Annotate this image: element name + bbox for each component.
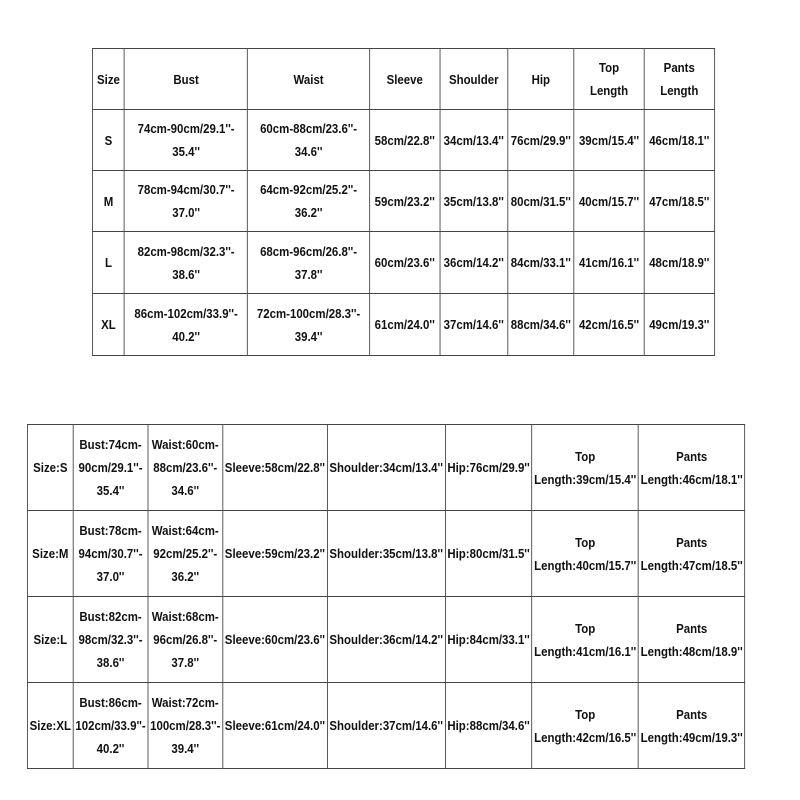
cell-waist-text: Waist:72cm-	[151, 695, 219, 710]
cell-sleeve	[223, 425, 328, 511]
cell-hip-text: Hip:88cm/34.6''	[447, 718, 530, 733]
cell-top-length	[532, 683, 638, 769]
cell-top-length-text: Length:41cm/16.1''	[534, 643, 637, 659]
header-sleeve	[369, 49, 440, 110]
cell-top-length	[532, 597, 638, 683]
cell-pants-length	[638, 683, 744, 769]
cell-bust-text: Bust:86cm-	[79, 695, 142, 710]
cell-bust	[124, 110, 247, 171]
cell-shoulder-text: Shoulder:35cm/13.8''	[329, 546, 443, 561]
cell-pants-length	[644, 294, 715, 356]
cell-pants-length-text: Length:46cm/18.1''	[640, 471, 743, 487]
table-row	[27, 511, 744, 597]
cell-top-length-text: Top	[575, 706, 596, 722]
cell-hip-text: Hip:84cm/33.1''	[447, 632, 530, 647]
cell-shoulder-text: 36cm/14.2''	[443, 255, 504, 270]
cell-waist-text: 39.4''	[171, 741, 200, 756]
cell-top-length-text: 42cm/16.5''	[578, 317, 640, 332]
header-size-text: Size	[97, 71, 120, 87]
cell-sleeve	[223, 597, 328, 683]
cell-shoulder	[440, 232, 507, 294]
cell-shoulder-text: 35cm/13.8''	[443, 193, 504, 209]
cell-size	[92, 110, 124, 171]
cell-pants-length-text: 48cm/18.9''	[649, 255, 710, 270]
cell-hip-text: 76cm/29.9''	[510, 132, 571, 148]
cell-bust-text: 90cm/29.1''-	[78, 460, 143, 475]
header-top-length-text: Top	[598, 60, 620, 75]
cell-shoulder	[440, 171, 507, 232]
cell-pants-length-text: Pants	[676, 448, 708, 464]
cell-sleeve	[369, 232, 440, 294]
cell-bust-text: 37.0''	[96, 569, 125, 584]
cell-waist	[148, 425, 223, 511]
header-hip-text: Hip	[531, 71, 551, 87]
cell-waist-text: 96cm/26.8''-	[153, 632, 218, 647]
cell-hip	[445, 425, 532, 511]
cell-bust	[124, 294, 247, 356]
cell-sleeve-text: 60cm/23.6''	[374, 255, 435, 270]
cell-pants-length-text: 46cm/18.1''	[649, 132, 710, 148]
cell-pants-length-text: Pants	[676, 620, 708, 636]
cell-pants-length-text: Pants	[676, 706, 708, 722]
cell-shoulder-text: Shoulder:36cm/14.2''	[329, 632, 443, 647]
size-chart-table-compact	[92, 48, 715, 356]
cell-top-length-text: Length:39cm/15.4''	[534, 471, 637, 487]
cell-size	[27, 683, 73, 769]
cell-waist-text: 36.2''	[294, 205, 323, 220]
cell-bust	[124, 171, 247, 232]
cell-pants-length	[638, 597, 744, 683]
cell-waist-text: 100cm/28.3''-	[150, 718, 221, 733]
cell-top-length-text: Top	[575, 534, 596, 550]
cell-waist-text: Waist:64cm-	[151, 523, 219, 538]
cell-shoulder	[327, 511, 445, 597]
cell-waist-text: 64cm-92cm/25.2''-	[260, 182, 358, 197]
cell-waist-text: 60cm-88cm/23.6''-	[260, 121, 358, 136]
cell-bust-text: 37.0''	[172, 205, 200, 220]
cell-hip	[507, 110, 574, 171]
cell-hip	[445, 683, 532, 769]
cell-sleeve-text: 59cm/23.2''	[374, 193, 435, 209]
cell-bust-text: Bust:78cm-	[79, 523, 142, 538]
table-row	[27, 425, 744, 511]
cell-bust-text: Bust:74cm-	[79, 437, 142, 452]
cell-bust	[73, 683, 148, 769]
cell-sleeve	[223, 511, 328, 597]
size-chart-table-labeled	[27, 424, 745, 769]
header-sleeve-text: Sleeve	[386, 71, 423, 87]
cell-waist-text: 92cm/25.2''-	[153, 546, 218, 561]
cell-bust-text: 98cm/32.3''-	[78, 632, 143, 647]
header-bust	[124, 49, 247, 110]
cell-sleeve-text: 58cm/22.8''	[374, 132, 435, 148]
cell-pants-length	[644, 110, 715, 171]
cell-size-text: XL	[101, 317, 116, 332]
cell-waist-text: 88cm/23.6''-	[153, 460, 218, 475]
header-shoulder	[440, 49, 507, 110]
cell-bust-text: 102cm/33.9''-	[75, 718, 146, 733]
cell-pants-length-text: Pants	[676, 534, 708, 550]
cell-size-text: Size:XL	[29, 718, 71, 733]
cell-hip-text: 84cm/33.1''	[510, 255, 571, 270]
cell-top-length	[574, 232, 644, 294]
cell-hip	[445, 597, 532, 683]
cell-hip-text: Hip:80cm/31.5''	[447, 546, 530, 561]
cell-hip	[507, 294, 574, 356]
cell-size-text: M	[103, 193, 114, 209]
cell-pants-length	[638, 425, 744, 511]
cell-bust-text: 82cm-98cm/32.3''-	[137, 243, 235, 259]
cell-size-text: Size:M	[32, 546, 69, 561]
table-row	[92, 232, 714, 294]
cell-shoulder	[440, 110, 507, 171]
header-waist-text: Waist	[293, 71, 324, 87]
cell-waist-text: 36.2''	[171, 569, 200, 584]
header-top-length-text: Length	[589, 83, 629, 98]
cell-sleeve	[369, 110, 440, 171]
table-row	[27, 683, 744, 769]
cell-bust	[73, 597, 148, 683]
cell-sleeve-text: Sleeve:58cm/22.8''	[224, 460, 326, 475]
cell-waist-text: 34.6''	[294, 144, 323, 159]
header-waist	[248, 49, 370, 110]
cell-hip	[507, 171, 574, 232]
cell-waist-text: Waist:60cm-	[151, 437, 219, 452]
cell-waist-text: 34.6''	[171, 483, 200, 498]
cell-sleeve-text: 61cm/24.0''	[374, 317, 435, 332]
cell-top-length	[574, 294, 644, 356]
cell-top-length-text: 40cm/15.7''	[578, 193, 640, 209]
cell-top-length-text: Length:42cm/16.5''	[534, 729, 637, 745]
cell-pants-length-text: Length:48cm/18.9''	[640, 643, 743, 659]
header-pants-length	[644, 49, 715, 110]
table-row	[27, 597, 744, 683]
table-row	[92, 171, 714, 232]
cell-shoulder-text: Shoulder:37cm/14.6''	[329, 718, 443, 733]
cell-sleeve	[369, 171, 440, 232]
cell-bust-text: 38.6''	[172, 266, 200, 282]
cell-sleeve-text: Sleeve:61cm/24.0''	[224, 718, 326, 733]
cell-size	[92, 171, 124, 232]
cell-waist	[248, 110, 370, 171]
cell-hip-text: 88cm/34.6''	[510, 317, 571, 332]
cell-size	[27, 425, 73, 511]
cell-shoulder	[440, 294, 507, 356]
cell-waist	[248, 294, 370, 356]
cell-bust	[73, 511, 148, 597]
cell-pants-length	[644, 171, 715, 232]
cell-bust	[124, 232, 247, 294]
header-hip	[507, 49, 574, 110]
cell-bust-text: Bust:82cm-	[79, 609, 142, 624]
header-row	[92, 49, 714, 110]
cell-waist-text: 68cm-96cm/26.8''-	[260, 243, 358, 259]
header-bust-text: Bust	[173, 71, 199, 87]
cell-size-text: L	[104, 255, 112, 270]
cell-sleeve	[223, 683, 328, 769]
header-pants-length-text: Pants	[663, 60, 695, 75]
header-pants-length-text: Length	[660, 83, 699, 98]
cell-hip	[507, 232, 574, 294]
cell-top-length-text: Top	[575, 620, 596, 636]
cell-top-length-text: Length:40cm/15.7''	[534, 557, 637, 573]
cell-bust-text: 40.2''	[172, 328, 200, 344]
cell-waist-text: 39.4''	[294, 328, 323, 344]
cell-waist-text: 72cm-100cm/28.3''-	[256, 305, 361, 321]
cell-pants-length	[638, 511, 744, 597]
header-top-length	[574, 49, 644, 110]
cell-shoulder-text: 37cm/14.6''	[443, 317, 504, 332]
cell-pants-length-text: 49cm/19.3''	[649, 317, 710, 332]
cell-top-length-text: Top	[575, 448, 596, 464]
cell-waist-text: 37.8''	[171, 655, 200, 670]
cell-top-length	[574, 110, 644, 171]
cell-top-length-text: 41cm/16.1''	[578, 255, 640, 270]
cell-bust-text: 78cm-94cm/30.7''-	[137, 182, 235, 197]
cell-shoulder-text: Shoulder:34cm/13.4''	[329, 460, 443, 475]
cell-shoulder	[327, 683, 445, 769]
cell-top-length	[532, 425, 638, 511]
cell-pants-length-text: Length:49cm/19.3''	[640, 729, 743, 745]
cell-size	[27, 511, 73, 597]
cell-bust-text: 94cm/30.7''-	[78, 546, 143, 561]
cell-sleeve-text: Sleeve:59cm/23.2''	[224, 546, 326, 561]
cell-shoulder-text: 34cm/13.4''	[443, 132, 504, 148]
cell-pants-length-text: Length:47cm/18.5''	[640, 557, 743, 573]
cell-top-length-text: 39cm/15.4''	[578, 132, 640, 148]
cell-hip	[445, 511, 532, 597]
cell-bust-text: 38.6''	[96, 655, 125, 670]
cell-bust-text: 86cm-102cm/33.9''-	[134, 305, 238, 321]
header-shoulder-text: Shoulder	[448, 71, 499, 87]
cell-pants-length-text: 47cm/18.5''	[649, 193, 710, 209]
cell-pants-length	[644, 232, 715, 294]
cell-size-text: Size:S	[33, 460, 68, 475]
cell-size-text: Size:L	[33, 632, 68, 647]
cell-top-length	[532, 511, 638, 597]
table-row	[92, 294, 714, 356]
cell-bust	[73, 425, 148, 511]
cell-size	[92, 294, 124, 356]
cell-shoulder	[327, 425, 445, 511]
cell-shoulder	[327, 597, 445, 683]
cell-waist	[248, 171, 370, 232]
cell-waist	[148, 597, 223, 683]
cell-size	[27, 597, 73, 683]
cell-hip-text: Hip:76cm/29.9''	[447, 460, 530, 475]
header-size	[92, 49, 124, 110]
table-row	[92, 110, 714, 171]
cell-bust-text: 74cm-90cm/29.1''-	[137, 121, 235, 136]
cell-waist-text: Waist:68cm-	[151, 609, 219, 624]
cell-hip-text: 80cm/31.5''	[510, 193, 571, 209]
cell-size	[92, 232, 124, 294]
cell-bust-text: 40.2''	[96, 741, 125, 756]
cell-waist-text: 37.8''	[294, 266, 323, 282]
cell-waist	[248, 232, 370, 294]
cell-bust-text: 35.4''	[96, 483, 125, 498]
cell-sleeve	[369, 294, 440, 356]
cell-waist	[148, 511, 223, 597]
cell-size-text: S	[104, 132, 113, 148]
cell-top-length	[574, 171, 644, 232]
cell-waist	[148, 683, 223, 769]
cell-bust-text: 35.4''	[172, 144, 200, 159]
cell-sleeve-text: Sleeve:60cm/23.6''	[224, 632, 326, 647]
